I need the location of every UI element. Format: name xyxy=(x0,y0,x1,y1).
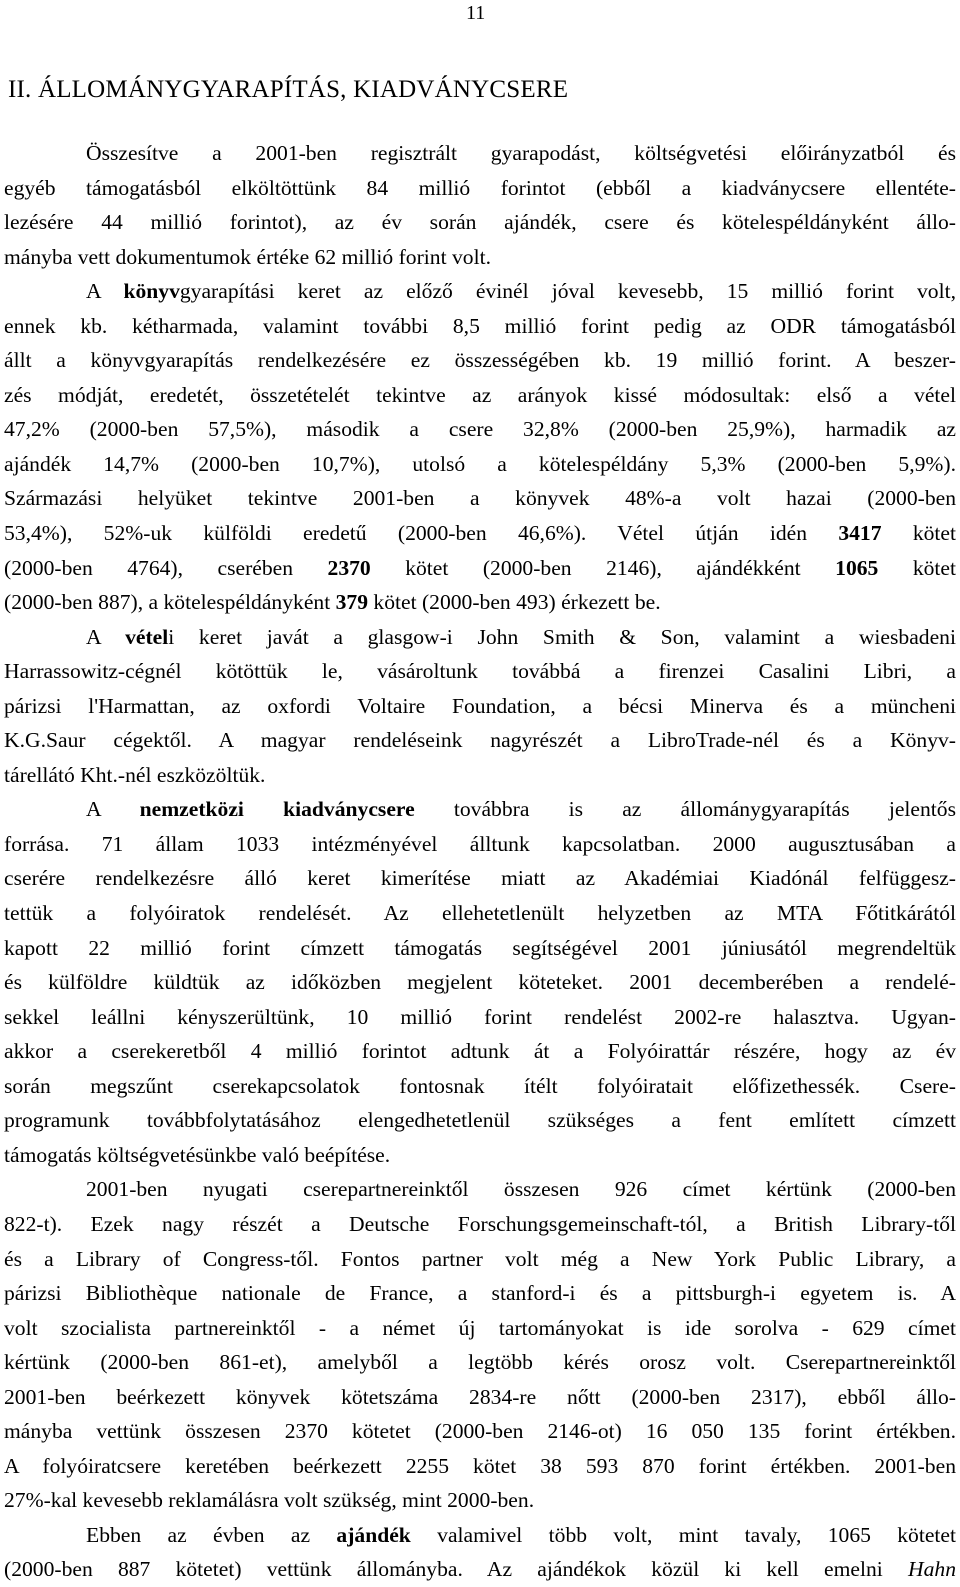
page-number: 11 xyxy=(466,2,486,24)
text-line: zés módját, eredetét, összetételét tekintve az arányok kissé módosultak: első a vétel xyxy=(4,382,956,407)
text-line: 822-t). Ezek nagy részét a Deutsche Forschungsgemeinschaft-tól, a British Library-től xyxy=(4,1211,956,1236)
emphasis: könyv xyxy=(123,279,180,304)
text-line: ajándék 14,7% (2000-ben 10,7%), utolsó a kötelespéldány 5,3% (2000-ben 5,9%). xyxy=(4,451,956,476)
text-line: egyéb támogatásból elköltöttünk 84 millió forintot (ebből a kiadványcsere ellentéte- xyxy=(4,175,956,200)
text-line: (2000-ben 887 kötetet) vettünk állományba. Az ajándékok közül ki kell emelni Hahn xyxy=(4,1557,956,1582)
text-line: (2000-ben 4764), cserében 2370 kötet (2000-ben 2146), ajándékként 1065 kötet xyxy=(4,555,957,580)
bold-number: 2370 xyxy=(327,555,371,580)
text-line: párizsi Bibliothèque nationale de France, a stanford-i és a pittsburgh-i egyetem is. A xyxy=(4,1281,956,1306)
bold-number: 3417 xyxy=(838,521,882,546)
text-line: Származási helyüket tekintve 2001-ben a könyvek 48%-a volt hazai (2000-ben xyxy=(4,486,956,511)
text-line: kapott 22 millió forint címzett támogatás segítségével 2001 júniusától megrendeltük xyxy=(4,935,956,960)
text-line: forrása. 71 állam 1033 intézményével álltunk kapcsolatban. 2000 augusztusában a xyxy=(4,831,956,856)
text-line: 53,4%), 52%-uk külföldi eredetű (2000-ben 46,6%). Vétel útján idén 3417 kötet xyxy=(4,521,956,546)
text-line: K.G.Saur cégektől. A magyar rendeléseink nagyrészét a LibroTrade-nél és a Könyv- xyxy=(4,728,956,753)
bold-number: 1065 xyxy=(835,555,879,580)
text-line: A vételi keret javát a glasgow-i John Smith & Son, valamint a wiesbadeni xyxy=(86,624,956,649)
text-line: cserére rendelkezésre álló keret kimerítése miatt az Akadémiai Kiadónál felfüggesz- xyxy=(4,866,956,891)
text-line: programunk továbbfolytatásához elengedhetetlenül szükséges a fent említett címzett xyxy=(4,1108,956,1133)
text-line: mányba vettünk összesen 2370 kötetet (2000-ben 2146-ot) 16 050 135 forint értékben. xyxy=(4,1419,956,1444)
emphasis-italic: Hahn xyxy=(908,1557,956,1582)
text-line: akkor a cserekeretből 4 millió forintot adtunk át a Folyóirattár részére, hogy az év xyxy=(4,1039,956,1064)
text-line: 2001-ben nyugati cserepartnereinktől összesen 926 címet kértünk (2000-ben xyxy=(86,1177,956,1202)
text-line: sekkel leállni kényszerültünk, 10 millió forint rendelést 2002-re halasztva. Ugyan- xyxy=(4,1004,956,1029)
section-heading: II. ÁLLOMÁNYGYARAPÍTÁS, KIADVÁNYCSERE xyxy=(8,76,569,103)
text-line: A folyóiratcsere keretében beérkezett 2255 kötet 38 593 870 forint értékben. 2001-ben xyxy=(4,1453,956,1478)
text-line: (2000-ben 887), a kötelespéldányként 379 kötet (2000-ben 493) érkezett be. xyxy=(4,590,661,615)
emphasis: nemzetközi kiadványcsere xyxy=(139,797,415,822)
body-text xyxy=(4,136,956,1587)
text-line: A könyvgyarapítási keret az előző évinél jóval kevesebb, 15 millió forint volt, xyxy=(86,279,956,304)
text-line: Harrassowitz-cégnél kötöttük le, vásároltunk továbbá a firenzei Casalini Libri, a xyxy=(4,659,956,684)
emphasis: vétel xyxy=(125,624,169,649)
text-line: 27%-kal kevesebb reklamálásra volt szükség, mint 2000-ben. xyxy=(4,1488,535,1513)
text-line: tárellátó Kht.-nél eszközöltük. xyxy=(4,762,266,787)
text-line: 2001-ben beérkezett könyvek kötetszáma 2834-re nőtt (2000-ben 2317), ebből állo- xyxy=(4,1384,956,1409)
text-line: Összesítve a 2001-ben regisztrált gyarapodást, költségvetési előirányzatból és xyxy=(86,141,956,165)
text-line: Ebben az évben az ajándék valamivel több volt, mint tavaly, 1065 kötetet xyxy=(86,1522,957,1547)
text-line: 47,2% (2000-ben 57,5%), második a csere 32,8% (2000-ben 25,9%), harmadik az xyxy=(4,417,956,442)
text-line: kértünk (2000-ben 861-et), amelyből a legtöbb kérés orosz volt. Cserepartnereinktől xyxy=(4,1350,956,1375)
text-line: mányba vett dokumentumok értéke 62 millió forint volt. xyxy=(4,244,491,269)
text-line: állt a könyvgyarapítás rendelkezésére ez összességében kb. 19 millió forint. A beszer- xyxy=(4,348,956,373)
text-line: tettük a folyóiratok rendelését. Az ellehetetlenült helyzetben az MTA Főtitkárától xyxy=(4,901,956,926)
text-line: párizsi l'Harmattan, az oxfordi Voltaire Foundation, a bécsi Minerva és a müncheni xyxy=(4,693,956,718)
text-line: és külföldre küldtük az időközben megjelent köteteket. 2001 decemberében a rendelé- xyxy=(4,970,956,995)
text-line: lezésére 44 millió forintot), az év során ajándék, csere és kötelespéldányként állo- xyxy=(4,210,956,235)
text-line: és a Library of Congress-től. Fontos partner volt még a New York Public Library, a xyxy=(4,1246,956,1271)
emphasis: ajándék xyxy=(336,1522,411,1547)
text-line: során megszűnt cserekapcsolatok fontosnak ítélt folyóiratait előfizethessék. Csere- xyxy=(4,1073,956,1098)
text-line: volt szocialista partnereinktől - a német új tartományokat is ide sorolva - 629 címet xyxy=(4,1315,956,1340)
bold-number: 379 xyxy=(335,590,368,615)
text-line: ennek kb. kétharmada, valamint további 8,5 millió forint pedig az ODR támogatásból xyxy=(4,313,956,338)
text-line: támogatás költségvetésünkbe való beépítése. xyxy=(4,1142,391,1167)
text-line: A nemzetközi kiadványcsere továbbra is az állománygyarapítás jelentős xyxy=(86,797,956,822)
